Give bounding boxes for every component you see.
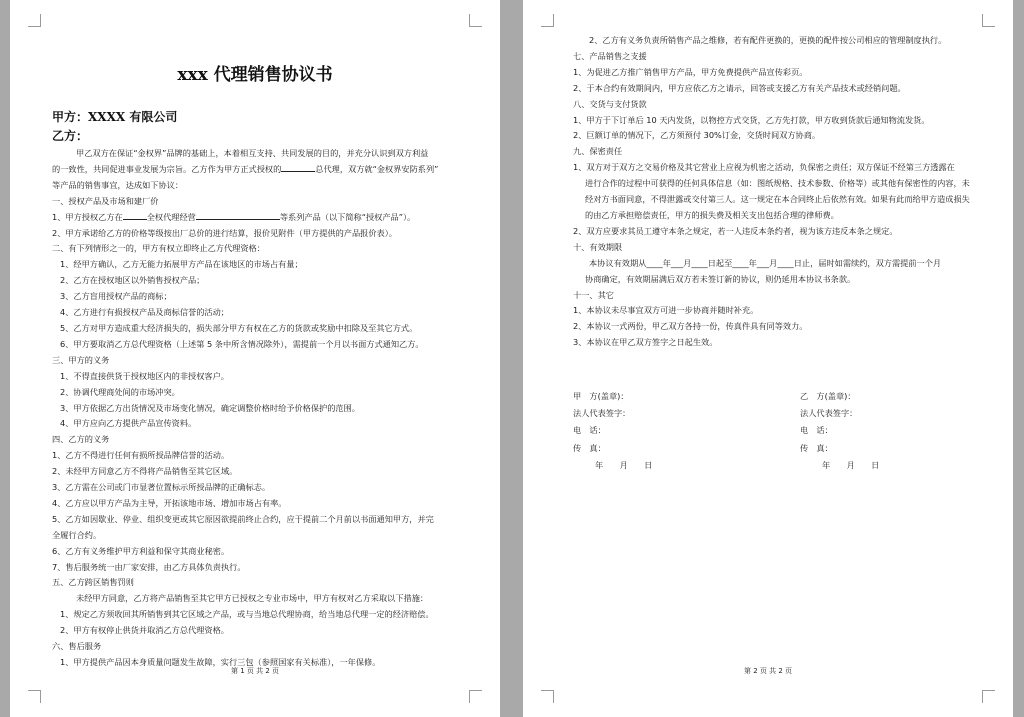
section-heading: 二、有下列情形之一的，甲方有权立即终止乙方代理资格： bbox=[52, 243, 265, 254]
list-item: 5、乙方如因歇业、停业、组织变更或其它原因欲提前终止合约，应于提前二个月前以书面通知甲方，并完 bbox=[52, 513, 434, 524]
list-item: 2、双方应要求其员工遵守本条之规定，若一人违反本条约者，视为该方违反本条之规定。 bbox=[573, 225, 898, 236]
paragraph: 本协议有效期从____年___月____日起至____年___月____日止，届时如需续约，双方需提前一个月 bbox=[589, 257, 942, 268]
margin-corner-mark bbox=[982, 690, 995, 703]
list-item: 5、乙方对甲方造成重大经济损失的，损失部分甲方有权在乙方的货款或奖励中扣除及至其它方式。 bbox=[60, 322, 418, 333]
section-heading: 四、乙方的义务 bbox=[52, 434, 110, 445]
party-a-rep-label: 法人代表签字： bbox=[573, 408, 631, 419]
party-b-rep-label: 法人代表签字： bbox=[800, 408, 858, 419]
list-item: 2、协调代理商处间的市场冲突。 bbox=[60, 386, 180, 397]
signature-block-party-a bbox=[573, 388, 652, 474]
party-a-date-label: 年 月 日 bbox=[595, 459, 653, 470]
list-item: 1、规定乙方须收回其所销售到其它区域之产品，或与当地总代理协商，给当地总代理一定的经济赔偿。 bbox=[60, 609, 434, 620]
list-item: 3、甲方依据乙方出货情况及市场变化情况，确定调整价格时给予价格保护的范围。 bbox=[60, 402, 360, 413]
party-a-phone-label: 电 话： bbox=[573, 425, 606, 436]
paragraph-continuation: 协商确定，有效期届满后双方若未签订新的协议，则仍延用本协议书条款。 bbox=[585, 273, 856, 284]
list-item: 3、本协议在甲乙双方签字之日起生效。 bbox=[573, 337, 718, 348]
list-item: 6、甲方要取消乙方总代理资格（上述第 5 条中所含情况除外），需提前一个月以书面方式通知乙方。 bbox=[60, 338, 424, 349]
list-item: 2、未经甲方同意乙方不得将产品销售至其它区域。 bbox=[52, 466, 238, 477]
party-b-date-label: 年 月 日 bbox=[822, 459, 880, 470]
intro-line: 等产品的销售事宜，达成如下协议： bbox=[52, 179, 184, 190]
list-item: 3、乙方盲用授权产品的商标； bbox=[60, 291, 172, 302]
margin-corner-mark bbox=[469, 690, 482, 703]
list-item: 1、乙方不得进行任何有损所授品牌信誉的活动。 bbox=[52, 450, 230, 461]
intro-line: 的一致性，共同促进事业发展为宗旨。乙方作为甲方正式授权的 总代理，双方就“金权界安防系列” bbox=[52, 163, 439, 174]
list-item-continuation: 进行合作的过程中可获得的任何具体信息（如：图纸规格、技术参数、价格等）或其他有保密性的内容，未 bbox=[585, 178, 970, 189]
margin-corner-mark bbox=[982, 14, 995, 27]
list-item: 1、本协议未尽事宜双方可进一步协商并随时补充。 bbox=[573, 305, 759, 316]
list-item: 1、甲方提供产品因本身质量问题发生故障，实行三包（参照国家有关标准），一年保修。 bbox=[60, 657, 381, 667]
section-heading: 三、甲方的义务 bbox=[52, 354, 110, 365]
list-item: 2、巨额订单的情况下，乙方须预付 30%订金，交货时间双方协商。 bbox=[573, 130, 821, 141]
document-page-1 bbox=[10, 0, 500, 717]
page-footer: 第 1 页 共 2 页 bbox=[230, 667, 280, 675]
list-item: 4、甲方应向乙方提供产品宣传资料。 bbox=[60, 418, 197, 429]
list-item-continuation: 的由乙方承担赔偿责任，甲方的损失费及相关支出包括合理的律师费。 bbox=[585, 209, 839, 220]
party-a-fax-label: 传 真： bbox=[573, 442, 606, 453]
section-heading: 十一、其它 bbox=[573, 289, 614, 300]
list-item: 2、乙方在授权地区以外销售授权产品； bbox=[60, 275, 205, 286]
signature-block-party-b bbox=[800, 388, 879, 474]
list-item: 2、本协议一式两份，甲乙双方各持一份，传真件具有同等效力。 bbox=[573, 321, 808, 332]
party-b-seal-label: 乙 方(盖章)： bbox=[800, 391, 856, 401]
margin-corner-mark bbox=[469, 14, 482, 27]
list-item: 6、乙方有义务维护甲方利益和保守其商业秘密。 bbox=[52, 545, 230, 556]
list-item: 1、不得直接供货于授权地区内的非授权客户。 bbox=[60, 370, 229, 381]
blank-field bbox=[196, 210, 280, 220]
margin-corner-mark bbox=[28, 14, 41, 27]
paragraph: 未经甲方同意，乙方将产品销售至其它甲方已授权之专业市场中，甲方有权对乙方采取以下措施： bbox=[76, 593, 429, 604]
list-item: 1、为促进乙方推广销售甲方产品，甲方免费提供产品宣传彩页。 bbox=[573, 66, 808, 77]
blank-field bbox=[281, 162, 315, 172]
party-a-heading: 甲方：XXXX 有限公司 bbox=[52, 110, 178, 124]
list-item: 1、双方对于双方之交易价格及其它营业上应视为机密之活动，负保密之责任；双方保证不经第三方透露在 bbox=[573, 162, 955, 173]
document-page-2 bbox=[523, 0, 1013, 717]
list-item: 2、乙方有义务负责所销售产品之维修，若有配件更换的，更换的配件按公司相应的管理制度执行。 bbox=[589, 35, 947, 45]
party-a-seal-label: 甲 方(盖章)： bbox=[573, 391, 629, 401]
page-2-body bbox=[565, 33, 975, 351]
page-gutter bbox=[500, 0, 523, 717]
section-heading: 七、产品销售之支援 bbox=[573, 50, 647, 61]
list-item: 4、乙方进行有损授权产品及商标信誉的活动； bbox=[60, 307, 229, 318]
margin-corner-mark bbox=[28, 690, 41, 703]
list-item: 全履行合约。 bbox=[52, 529, 102, 540]
list-item: 4、乙方应以甲方产品为主导，开拓该地市场、增加市场占有率。 bbox=[52, 497, 287, 508]
margin-corner-mark bbox=[541, 690, 554, 703]
list-item: 3、乙方需在公司或门市显著位置标示所授品牌的正确标志。 bbox=[52, 482, 271, 493]
list-item: 1、甲方授权乙方在 全权代理经营 等系列产品（以下简称“授权产品”）。 bbox=[52, 211, 416, 222]
list-item-continuation: 经对方书面同意，不得泄露或交付第三人。这一规定在本合同终止后依然有效。如果有此而给甲方造成损失 bbox=[585, 194, 970, 205]
section-heading: 八、交货与支付货款 bbox=[573, 98, 647, 109]
section-heading: 九、保密责任 bbox=[573, 146, 623, 157]
list-item: 1、甲方于下订单后 10 天内发货，以物控方式交货，乙方先打款，甲方收到货款后通知物流发货。 bbox=[573, 114, 930, 125]
list-item: 7、售后服务统一由厂家安排，由乙方具体负责执行。 bbox=[52, 561, 246, 572]
list-item: 1、经甲方确认，乙方无能力拓展甲方产品在该地区的市场占有量； bbox=[60, 259, 303, 270]
section-heading: 五、乙方跨区销售罚则 bbox=[52, 577, 134, 588]
page-footer: 第 2 页 共 2 页 bbox=[743, 667, 793, 675]
party-b-fax-label: 传 真： bbox=[800, 442, 833, 453]
document-title: xxx 代理销售协议书 bbox=[177, 65, 333, 85]
page-1-body bbox=[52, 108, 462, 671]
list-item: 2、甲方有权停止供货并取消乙方总代理资格。 bbox=[60, 625, 229, 636]
list-item: 2、甲方承诺给乙方的价格等级按出厂总价的进行结算，报价见附件（甲方提供的产品报价表）。 bbox=[52, 227, 397, 238]
section-heading: 六、售后服务 bbox=[52, 641, 102, 652]
blank-field bbox=[123, 210, 147, 220]
margin-corner-mark bbox=[541, 14, 554, 27]
section-heading: 一、授权产品及市场和建厂价 bbox=[52, 195, 159, 206]
intro-line: 甲乙双方在保证“金权界”品牌的基础上，本着相互支持、共同发展的目的，并充分认识到双方利益 bbox=[76, 148, 429, 158]
party-b-phone-label: 电 话： bbox=[800, 425, 833, 436]
section-heading: 十、有效期限 bbox=[573, 241, 623, 252]
list-item: 2、于本合约有效期间内，甲方应依乙方之请示，回答或支援乙方有关产品技术或经销问题。 bbox=[573, 82, 906, 93]
party-b-heading: 乙方： bbox=[52, 129, 89, 143]
